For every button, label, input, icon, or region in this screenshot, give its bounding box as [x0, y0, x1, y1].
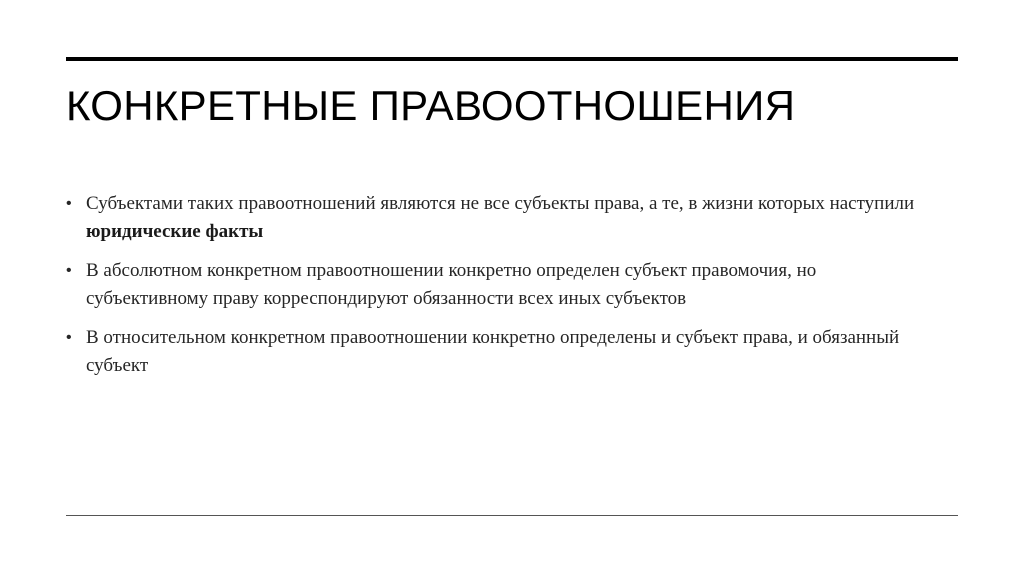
- bullet-list: [66, 190, 926, 391]
- bullet-text-3: В относительном конкретном правоотношении конкретно определены и субъект права, и обязанный субъект: [86, 327, 900, 376]
- slide-title: КОНКРЕТНЫЕ ПРАВООТНОШЕНИЯ: [66, 82, 796, 129]
- bullet-text-1: Субъектами таких правоотношений являются не все субъекты права, а те, в жизни которых наступили: [86, 193, 915, 214]
- footer-rule: [66, 515, 958, 516]
- bullet-marker-icon: •: [66, 195, 72, 212]
- bullet-item-1: [66, 190, 926, 246]
- bullet-marker-icon: •: [66, 329, 72, 346]
- bullet-bold-text-1: юридические факты: [86, 221, 264, 242]
- bullet-item-2: [66, 257, 926, 313]
- bullet-marker-icon: •: [66, 262, 72, 279]
- bullet-text-2: В абсолютном конкретном правоотношении конкретно определен субъект правомочия, но субъективному праву корреспондируют обязанности всех иных субъектов: [86, 260, 817, 309]
- title-top-rule: [66, 57, 958, 61]
- bullet-item-3: [66, 324, 926, 380]
